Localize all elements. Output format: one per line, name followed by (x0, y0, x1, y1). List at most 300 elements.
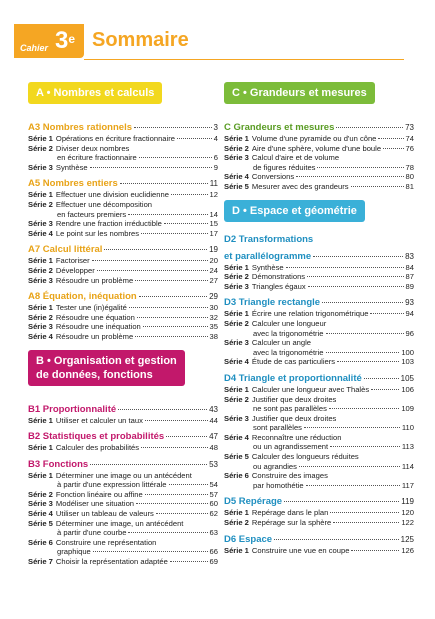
page-number: 109 (401, 404, 414, 414)
section-a-header: A • Nombres et calculs (28, 82, 162, 104)
toc-entry (224, 282, 414, 292)
serie-label: Série 3 (224, 413, 249, 423)
dot-leader (322, 302, 403, 303)
entry-text: en écriture fractionnaire (57, 153, 137, 163)
chapter-title (28, 291, 218, 302)
serie-label: Série 1 (28, 443, 53, 453)
toc-entry (224, 319, 414, 329)
toc-entry (224, 546, 414, 556)
page-number: 43 (209, 404, 218, 414)
page-number: 69 (209, 557, 218, 567)
page-number: 78 (405, 162, 414, 172)
serie-label: Série 6 (28, 537, 53, 547)
entry-text: avec la trigonométrie (253, 347, 324, 357)
page-number: 54 (209, 480, 218, 490)
dot-leader (326, 333, 404, 334)
serie-label: Série 1 (28, 303, 53, 313)
chapter-name: A3 Nombres rationnels (28, 122, 132, 133)
page-number: 74 (405, 134, 414, 143)
section-d (224, 251, 414, 556)
serie-label: Série 1 (224, 508, 249, 518)
entry-text: ne sont pas parallèles (253, 404, 327, 414)
entry-text: ou agrandies (253, 461, 297, 471)
toc-entry (224, 134, 414, 144)
page-number: 100 (401, 347, 414, 357)
dot-leader (371, 389, 399, 390)
toc-entry (28, 190, 218, 200)
toc-entry (28, 313, 218, 323)
chapter-title (28, 459, 218, 470)
section-d-header: D • Espace et géométrie (224, 200, 365, 222)
serie-label: Série 4 (224, 432, 249, 442)
serie-label: Série 1 (224, 134, 249, 143)
page-number: 12 (209, 190, 218, 200)
toc-entry (224, 348, 414, 358)
page-number: 87 (405, 272, 414, 282)
page-number: 83 (405, 251, 414, 261)
toc-entry (28, 163, 218, 173)
page-number: 20 (209, 256, 218, 266)
entry-text: Volume d'une pyramide ou d'un cône (251, 134, 377, 143)
toc-entry (224, 272, 414, 282)
entry-text: Utiliser un tableau de valeurs (55, 509, 154, 519)
toc-entry (224, 414, 414, 424)
dot-leader (128, 532, 207, 533)
page-number: 48 (209, 443, 218, 453)
dot-leader (97, 270, 208, 271)
serie-label: Série 4 (224, 172, 249, 182)
dot-leader (326, 352, 400, 353)
dot-leader (330, 446, 400, 447)
dot-leader (351, 186, 404, 187)
dot-leader (364, 378, 399, 379)
entry-text: Reconnaître une réduction (251, 432, 342, 442)
chapter-title (28, 178, 218, 189)
toc-entry (28, 528, 218, 538)
page-number: 53 (209, 459, 218, 469)
entry-text: avec la trigonométrie (253, 328, 324, 338)
dot-leader (329, 408, 399, 409)
entry-text: sont parallèles (253, 423, 302, 433)
dot-leader (135, 336, 207, 337)
dot-leader (129, 307, 208, 308)
entry-text: à partir d'une courbe (57, 528, 127, 538)
entry-text: par homothétie (253, 480, 304, 490)
dot-leader (137, 317, 208, 318)
serie-label: Série 3 (28, 499, 53, 509)
dot-leader (383, 148, 403, 149)
dot-leader (93, 551, 208, 552)
entry-text: Déterminer une image ou un antécédent (55, 470, 192, 480)
toc-entry (28, 557, 218, 567)
toc-entry (28, 229, 218, 239)
toc-entry (224, 163, 414, 173)
page-number: 19 (209, 245, 218, 255)
dot-leader (166, 436, 207, 437)
entry-text: Développer (55, 265, 95, 275)
entry-text: Opérations en écriture fractionnaire (55, 134, 175, 143)
dot-leader (171, 194, 208, 195)
serie-label: Série 2 (224, 272, 249, 282)
page-number: 47 (209, 432, 218, 442)
dot-leader (135, 280, 207, 281)
chapter-name: A7 Calcul littéral (28, 244, 103, 256)
toc-entry (224, 357, 414, 367)
page-number: 9 (213, 162, 218, 172)
page-number: 66 (209, 547, 218, 557)
entry-text: Étude de cas particuliers (251, 357, 336, 367)
toc-entry (224, 433, 414, 443)
serie-label: Série 2 (224, 518, 249, 528)
chapter-name: D5 Repérage (224, 496, 283, 508)
serie-label: Série 2 (28, 199, 53, 209)
chapter-name: A5 Nombres entiers (28, 178, 118, 190)
dot-leader (370, 313, 403, 314)
toc-entry (224, 518, 414, 528)
entry-text: Aire d'une sphère, volume d'une boule (251, 143, 382, 153)
page-number: 114 (401, 461, 414, 471)
toc-entry (28, 547, 218, 557)
page-number: 4 (213, 134, 218, 143)
dot-leader (170, 561, 208, 562)
toc-entry (28, 134, 218, 144)
dot-leader (90, 464, 207, 465)
serie-label: Série 1 (28, 415, 53, 425)
dot-leader (141, 233, 207, 234)
serie-label: Série 2 (28, 143, 53, 153)
page-number: 15 (209, 219, 218, 229)
dot-leader (307, 276, 403, 277)
toc-entry (224, 471, 414, 481)
entry-text: Repérage dans le plan (251, 508, 329, 518)
chapter-title (224, 373, 414, 384)
entry-text: Calculer des longueurs réduites (251, 452, 359, 462)
dot-leader (120, 183, 208, 184)
entry-text: Tester une (in)égalité (55, 303, 127, 313)
serie-label: Série 4 (28, 228, 53, 238)
cahier-badge (14, 24, 84, 58)
dot-leader (296, 176, 403, 177)
entry-text: Mesurer avec des grandeurs (251, 181, 349, 191)
page-number: 57 (209, 489, 218, 499)
entry-text: Calculer une longueur (251, 318, 327, 328)
page-number: 96 (405, 328, 414, 338)
page-number: 63 (209, 528, 218, 538)
serie-label: Série 3 (224, 281, 249, 291)
chapter-title (224, 251, 414, 262)
section-a (28, 122, 218, 342)
entry-text: Rendre une fraction irréductible (55, 219, 162, 229)
serie-label: Série 2 (28, 312, 53, 322)
dot-leader (313, 256, 403, 257)
dot-leader (156, 513, 208, 514)
section-c (224, 122, 414, 192)
page-number: 120 (401, 508, 414, 518)
chapter-title (28, 404, 218, 415)
dot-leader (134, 127, 212, 128)
dot-leader (118, 409, 207, 410)
page-number: 11 (209, 179, 218, 189)
serie-label: Série 5 (224, 452, 249, 462)
dot-leader (169, 484, 208, 485)
toc-entry (224, 385, 414, 395)
toc-entry (28, 332, 218, 342)
toc-entry (224, 182, 414, 192)
entry-text: Triangles égaux (251, 281, 306, 291)
entry-text: Conversions (251, 172, 295, 182)
entry-text: en facteurs premiers (57, 209, 127, 219)
page-number: 3 (213, 123, 218, 132)
toc-entry (28, 303, 218, 313)
dot-leader (104, 249, 207, 250)
toc-entry (224, 423, 414, 433)
serie-label: Série 6 (224, 471, 249, 481)
page-number: 103 (401, 357, 414, 367)
serie-label: Série 4 (224, 357, 249, 367)
page-number: 27 (209, 275, 218, 285)
dot-leader (317, 167, 403, 168)
toc-entry (224, 442, 414, 452)
left-column (28, 82, 218, 567)
toc-entry (224, 338, 414, 348)
toc-entry (28, 538, 218, 548)
toc-entry (224, 462, 414, 472)
section-b-header: B • Organisation et gestion de données, fonctions (28, 350, 185, 386)
dot-leader (141, 447, 207, 448)
dot-leader (139, 157, 212, 158)
entry-text: Synthèse (55, 162, 88, 172)
serie-label: Série 3 (28, 219, 53, 229)
page-number: 73 (405, 123, 414, 132)
page-number: 80 (405, 172, 414, 182)
entry-text: Résoudre une inéquation (55, 322, 141, 332)
toc-entry (28, 256, 218, 266)
toc-entry (224, 395, 414, 405)
chapter-name: C Grandeurs et mesures (224, 122, 335, 133)
chapter-name: D4 Triangle et proportionnalité (224, 372, 362, 384)
dot-leader (143, 326, 208, 327)
page-number: 29 (209, 292, 218, 302)
serie-label: Série 4 (28, 331, 53, 341)
chapter-name: A8 Équation, inéquation (28, 291, 137, 303)
entry-text: de figures réduites (253, 162, 316, 172)
entry-text: Résoudre une équation (55, 312, 135, 322)
serie-label: Série 1 (224, 309, 249, 319)
toc-entry (28, 480, 218, 490)
entry-text: Résoudre un problème (55, 331, 134, 341)
entry-text: Diviser deux nombres (55, 143, 130, 153)
entry-text: Calcul d'aire et de volume (251, 153, 340, 163)
entry-text: Effectuer une décomposition (55, 199, 153, 209)
right-column (224, 82, 414, 555)
chapter-title (28, 244, 218, 255)
chapter-name: B3 Fonctions (28, 458, 89, 470)
entry-text: Construire une vue en coupe (251, 545, 350, 555)
entry-text: Fonction linéaire ou affine (55, 489, 143, 499)
dot-leader (92, 260, 208, 261)
serie-label: Série 2 (224, 318, 249, 328)
serie-label: Série 5 (224, 181, 249, 191)
dot-leader (177, 138, 212, 139)
toc-entry (28, 471, 218, 481)
serie-label: Série 5 (28, 518, 53, 528)
toc-entry (224, 452, 414, 462)
serie-label: Série 2 (224, 143, 249, 153)
entry-text: Repérage sur la sphère (251, 518, 332, 528)
dot-leader (164, 223, 208, 224)
serie-label: Série 1 (224, 262, 249, 272)
page-number: 84 (405, 262, 414, 272)
entry-text: Justifier que deux droites (251, 413, 337, 423)
chapter-title (28, 431, 218, 442)
dot-leader (145, 494, 208, 495)
page-number: 106 (401, 384, 414, 394)
page-number: 44 (209, 415, 218, 425)
title-divider (84, 59, 404, 60)
toc-entry (28, 322, 218, 332)
toc-entry (28, 416, 218, 426)
page-number: 93 (405, 298, 414, 308)
toc-entry (224, 481, 414, 491)
dot-leader (286, 267, 404, 268)
page-number: 60 (209, 499, 218, 509)
toc-entry (28, 519, 218, 529)
page-title: Sommaire (92, 29, 189, 51)
page-number: 17 (209, 228, 218, 238)
toc-entry (224, 263, 414, 273)
toc-entry (224, 153, 414, 163)
dot-leader (337, 361, 399, 362)
page-number: 81 (405, 181, 414, 191)
dot-leader (90, 167, 212, 168)
entry-text: Écrire une relation trigonométrique (251, 309, 369, 319)
entry-text: Modéliser une situation (55, 499, 135, 509)
entry-text: Résoudre un problème (55, 275, 134, 285)
serie-label: Série 7 (28, 557, 53, 567)
page-number: 14 (209, 209, 218, 219)
toc-entry (224, 144, 414, 154)
toc-entry (224, 404, 414, 414)
page-number: 105 (400, 373, 414, 383)
serie-label: Série 2 (28, 265, 53, 275)
toc-entry (28, 219, 218, 229)
chapter-name: D3 Triangle rectangle (224, 297, 321, 309)
entry-text: Choisir la représentation adaptée (55, 557, 168, 567)
chapter-title-line: D2 Transformations (224, 233, 314, 245)
page-number: 94 (405, 309, 414, 319)
chapter-title (224, 297, 414, 308)
entry-text: Calculer un angle (251, 338, 312, 348)
dot-leader (139, 296, 207, 297)
dot-leader (330, 512, 399, 513)
toc-entry (28, 509, 218, 519)
toc-entry (28, 144, 218, 154)
chapter-name: B2 Statistiques et probabilités (28, 431, 165, 443)
toc-entry (28, 200, 218, 210)
page-number: 30 (209, 303, 218, 313)
page-number: 113 (401, 442, 414, 452)
toc-entry (224, 329, 414, 339)
section-c-header: C • Grandeurs et mesures (224, 82, 375, 104)
page-number: 62 (209, 509, 218, 519)
entry-text: Factoriser (55, 256, 90, 266)
toc-entry (224, 172, 414, 182)
entry-text: à partir d'une expression littérale (57, 480, 167, 490)
page-number: 89 (405, 281, 414, 291)
serie-label: Série 1 (28, 470, 53, 480)
serie-label: Série 1 (28, 190, 53, 200)
dot-leader (274, 539, 399, 540)
chapter-title (28, 122, 218, 133)
chapter-name: D6 Espace (224, 533, 273, 545)
entry-text: Construire une représentation (55, 537, 157, 547)
section-b (28, 404, 218, 567)
dot-leader (136, 503, 208, 504)
serie-label: Série 3 (28, 162, 53, 172)
entry-text: Synthèse (251, 262, 284, 272)
toc-entry (28, 210, 218, 220)
entry-text: Utiliser et calculer un taux (55, 415, 143, 425)
page-number: 38 (209, 331, 218, 341)
header-bar (0, 14, 435, 54)
page-number: 122 (401, 518, 414, 528)
entry-text: Effectuer une division euclidienne (55, 190, 169, 200)
dot-leader (336, 127, 403, 128)
entry-text: Calculer des probabilités (55, 443, 140, 453)
serie-label: Série 1 (224, 384, 249, 394)
page-number: 119 (401, 497, 414, 507)
toc-entry (28, 443, 218, 453)
dot-leader (299, 466, 400, 467)
dot-leader (308, 286, 404, 287)
entry-text: ou un agrandissement (253, 442, 329, 452)
dot-leader (145, 420, 208, 421)
toc-entry (28, 490, 218, 500)
dot-leader (351, 550, 399, 551)
level-number: 3e (55, 27, 76, 54)
entry-text: Calculer une longueur avec Thalès (251, 384, 370, 394)
toc-entry (224, 508, 414, 518)
dot-leader (304, 427, 400, 428)
chapter-name: et parallélogramme (224, 250, 312, 262)
serie-label: Série 2 (28, 489, 53, 499)
serie-label: Série 3 (224, 338, 249, 348)
page-number: 6 (213, 153, 218, 163)
page-number: 126 (401, 545, 414, 555)
toc-entry (28, 266, 218, 276)
dot-leader (333, 522, 399, 523)
page-number: 35 (209, 322, 218, 332)
cahier-label: Cahier (20, 43, 49, 53)
serie-label: Série 4 (28, 509, 53, 519)
serie-label: Série 1 (28, 256, 53, 266)
chapter-name: B1 Proportionnalité (28, 403, 117, 415)
serie-label: Série 1 (28, 134, 53, 143)
toc-entry (28, 153, 218, 163)
entry-text: Construire des images (251, 471, 328, 481)
toc-entry (224, 309, 414, 319)
dot-leader (284, 501, 399, 502)
dot-leader (306, 485, 400, 486)
page-number: 117 (401, 480, 414, 490)
entry-text: Justifier que deux droites (251, 394, 337, 404)
entry-text: Déterminer une image, un antécédent (55, 518, 184, 528)
page-number: 24 (209, 265, 218, 275)
page-number: 125 (400, 534, 414, 544)
page-number: 32 (209, 312, 218, 322)
serie-label: Série 3 (224, 153, 249, 163)
entry-text: graphique (57, 547, 91, 557)
